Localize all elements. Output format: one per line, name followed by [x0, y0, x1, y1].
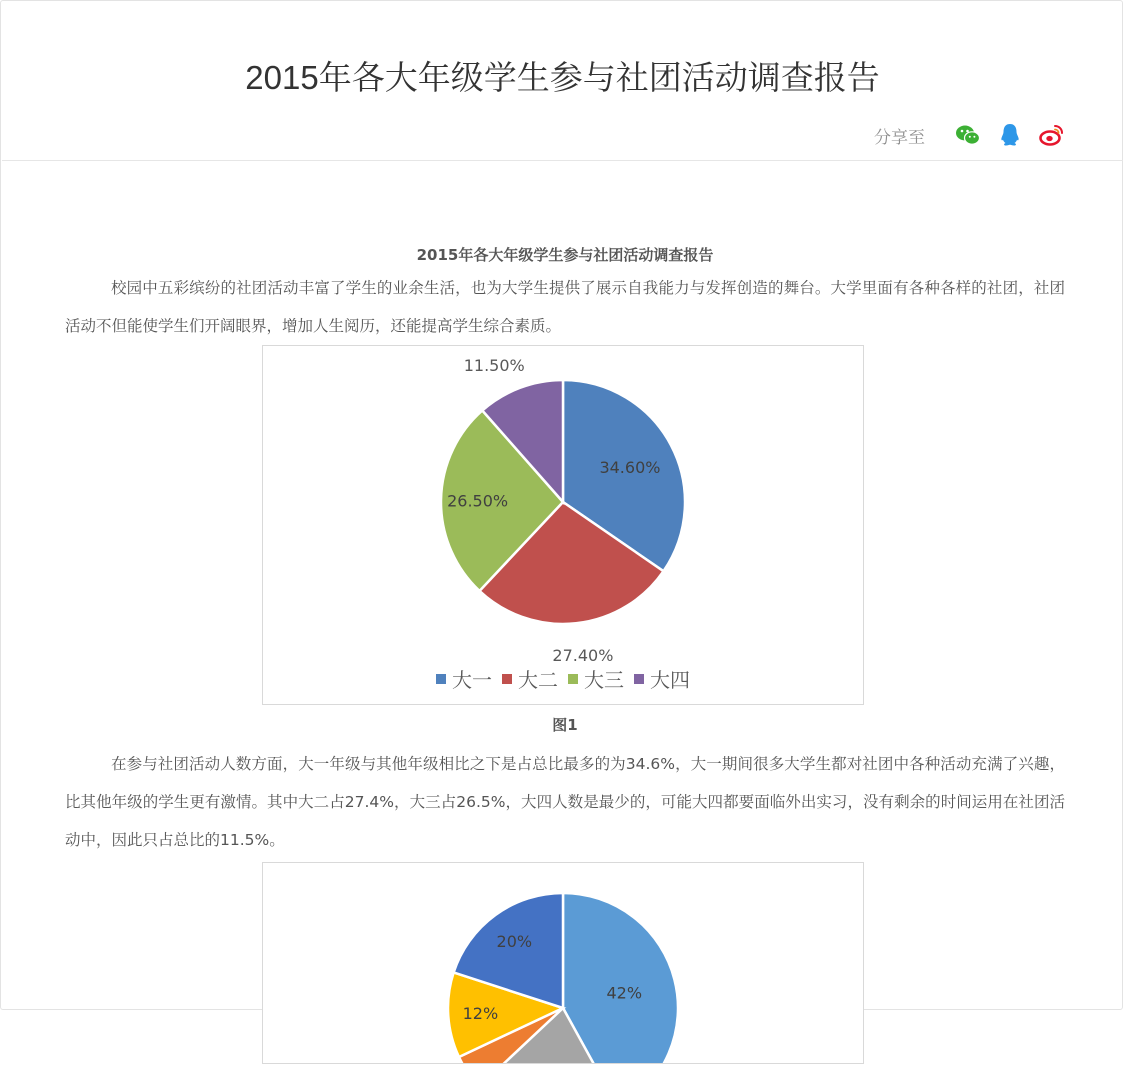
second-pie-chart [262, 862, 864, 1064]
page-title: 2015年各大年级学生参与社团活动调查报告 [245, 59, 880, 96]
legend-swatch [502, 674, 512, 684]
legend-item-大四 [634, 664, 690, 693]
legend-item-大一 [436, 664, 492, 693]
qq-icon[interactable] [997, 122, 1023, 148]
page-header [2, 2, 1123, 161]
pie1-label-3: 11.50% [463, 355, 525, 375]
article-title: 2015年各大年级学生参与社团活动调查报告 [416, 246, 714, 264]
legend-label: 大四 [650, 668, 690, 692]
share-label: 分享至 [874, 127, 925, 148]
pie1-label-2: 26.50% [447, 491, 509, 511]
legend-item-大三 [568, 664, 624, 693]
pie-chart-svg-2 [263, 863, 863, 1063]
legend-item-大二 [502, 664, 558, 693]
wechat-icon[interactable] [955, 122, 981, 148]
analysis-paragraph: 在参与社团活动人数方面，大一年级与其他年级相比之下是占总比最多的为34.6%，大一期间很多大学生都对社团中各种活动充满了兴趣，比其他年级的学生更有激情。其中大二占27.4%，大三占26.5%，大四人数是最少的，可能大四都要面临外出实习，没有剩余的时间运用在社团活动中，因此只占总比的11.5%。 [65, 755, 1065, 849]
share-bar [874, 120, 1065, 150]
pie2-label-0: 42% [606, 983, 643, 1003]
figure-caption: 图1 [552, 716, 578, 734]
pie-chart-svg [263, 346, 863, 704]
legend-label: 大三 [584, 668, 624, 692]
pie2-label-3: 12% [462, 1004, 499, 1024]
article-body [65, 241, 1065, 1064]
intro-paragraph: 校园中五彩缤纷的社团活动丰富了学生的业余生活，也为大学生提供了展示自我能力与发挥创造的舞台。大学里面有各种各样的社团，社团活动不但能使学生们开阔眼界，增加人生阅历，还能提高学生综合素质。 [65, 279, 1065, 335]
legend-swatch [568, 674, 578, 684]
legend-label: 大一 [452, 668, 492, 692]
weibo-icon[interactable] [1039, 122, 1065, 148]
grade-participation-pie-chart [262, 345, 864, 705]
pie1-label-0: 34.60% [599, 457, 661, 477]
legend-swatch [436, 674, 446, 684]
pie1-label-1: 27.40% [552, 646, 614, 666]
pie2-label-4: 20% [496, 932, 533, 952]
legend-swatch [634, 674, 644, 684]
chart-legend [263, 664, 863, 693]
legend-label: 大二 [518, 668, 558, 692]
